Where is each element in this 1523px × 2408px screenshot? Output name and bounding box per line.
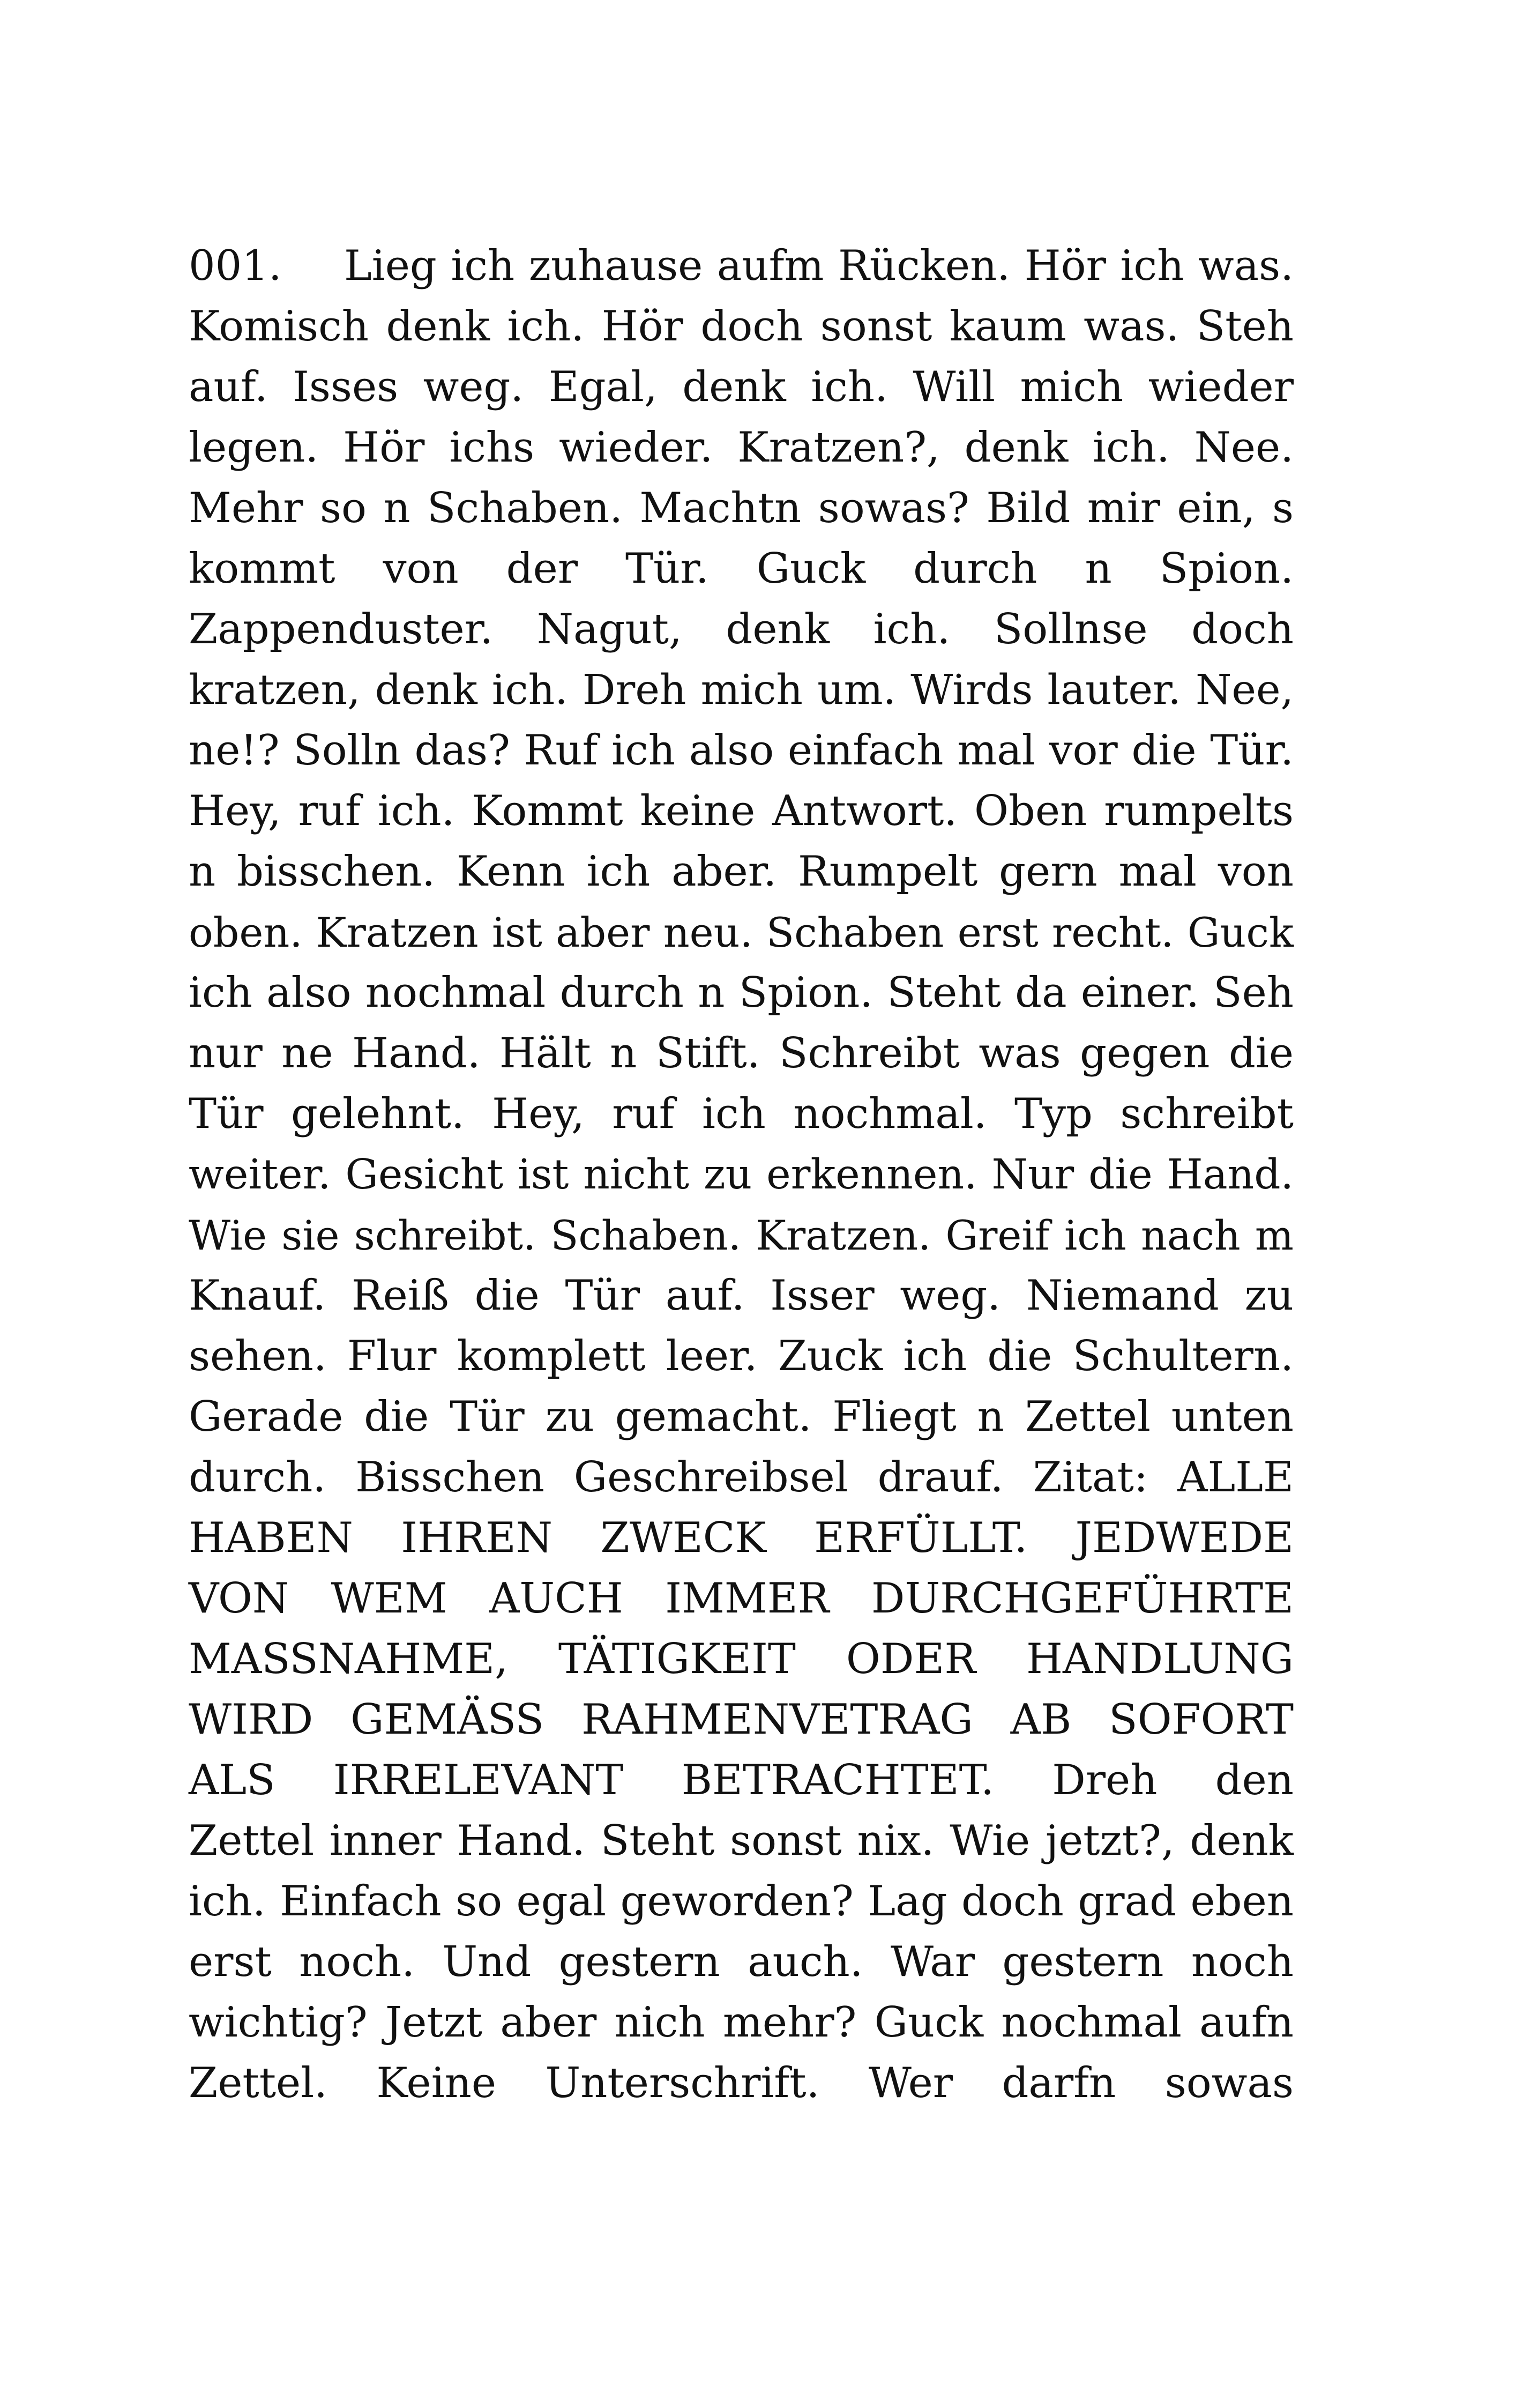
text-line-4: Mehr so n Schaben. Machtn sowas? Bild mir ein, s <box>189 484 1294 532</box>
text-line-25: ALS IRRELEVANT BETRACHTET. Dreh den <box>189 1756 1294 1804</box>
text-line-5: kommt von der Tür. Guck durch n Spion. <box>189 545 1294 593</box>
text-line-first <box>189 236 1294 296</box>
text-line-24: WIRD GEMÄSS RAHMENVETRAG AB SOFORT <box>189 1696 1294 1744</box>
text-line-3: legen. Hör ichs wieder. Kratzen?, denk ich. Nee. <box>189 423 1294 472</box>
text-line-14: Tür gelehnt. Hey, ruf ich nochmal. Typ schreibt <box>189 1090 1294 1138</box>
text-line-28: erst noch. Und gestern auch. War gestern noch <box>189 1938 1294 1986</box>
text-line-11: oben. Kratzen ist aber neu. Schaben erst recht. Guck <box>189 909 1294 956</box>
text-line-20: durch. Bisschen Geschreibsel drauf. Zitat: ALLE <box>189 1453 1294 1502</box>
text-line-18: sehen. Flur komplett leer. Zuck ich die Schultern. <box>189 1332 1294 1380</box>
text-line-1: Komisch denk ich. Hör doch sonst kaum was. Steh <box>189 302 1294 351</box>
text-line-21: HABEN IHREN ZWECK ERFÜLLT. JEDWEDE <box>189 1514 1294 1562</box>
text-line-2: auf. Isses weg. Egal, denk ich. Will mich wieder <box>189 363 1294 411</box>
text-line-8: ne!? Solln das? Ruf ich also einfach mal vor die Tür. <box>189 726 1294 775</box>
text-line-29: wichtig? Jetzt aber nich mehr? Guck nochmal aufn <box>189 1998 1294 2047</box>
entry-number: 001. <box>189 242 282 290</box>
text-line-26: Zettel inner Hand. Steht sonst nix. Wie jetzt?, denk <box>189 1817 1294 1865</box>
text-line-13: nur ne Hand. Hält n Stift. Schreibt was gegen die <box>189 1029 1294 1077</box>
text-line-10: n bisschen. Kenn ich aber. Rumpelt gern mal von <box>189 848 1294 896</box>
text-line-19: Gerade die Tür zu gemacht. Fliegt n Zettel unten <box>189 1393 1294 1441</box>
body-text <box>189 236 1294 2114</box>
text-line-27: ich. Einfach so egal geworden? Lag doch grad eben <box>189 1877 1294 1926</box>
text-line-15: weiter. Gesicht ist nicht zu erkennen. Nur die Hand. <box>189 1151 1294 1199</box>
text-line-6: Zappenduster. Nagut, denk ich. Sollnse doch <box>189 605 1294 653</box>
text-line-23: MASSNAHME, TÄTIGKEIT ODER HANDLUNG <box>189 1635 1294 1683</box>
text-line-0: Lieg ich zuhause aufm Rücken. Hör ich was. <box>344 242 1294 290</box>
text-line-9: Hey, ruf ich. Kommt keine Antwort. Oben rumpelts <box>189 787 1294 835</box>
text-line-16: Wie sie schreibt. Schaben. Kratzen. Greif ich nach m <box>189 1212 1294 1259</box>
text-line-7: kratzen, denk ich. Dreh mich um. Wirds lauter. Nee, <box>189 666 1294 714</box>
text-line-30: Zettel. Keine Unterschrift. Wer darfn sowas <box>189 2059 1294 2107</box>
text-line-17: Knauf. Reiß die Tür auf. Isser weg. Niemand zu <box>189 1272 1294 1320</box>
text-line-12: ich also nochmal durch n Spion. Steht da einer. Seh <box>189 969 1294 1017</box>
text-line-22: VON WEM AUCH IMMER DURCHGEFÜHRTE <box>189 1574 1294 1623</box>
